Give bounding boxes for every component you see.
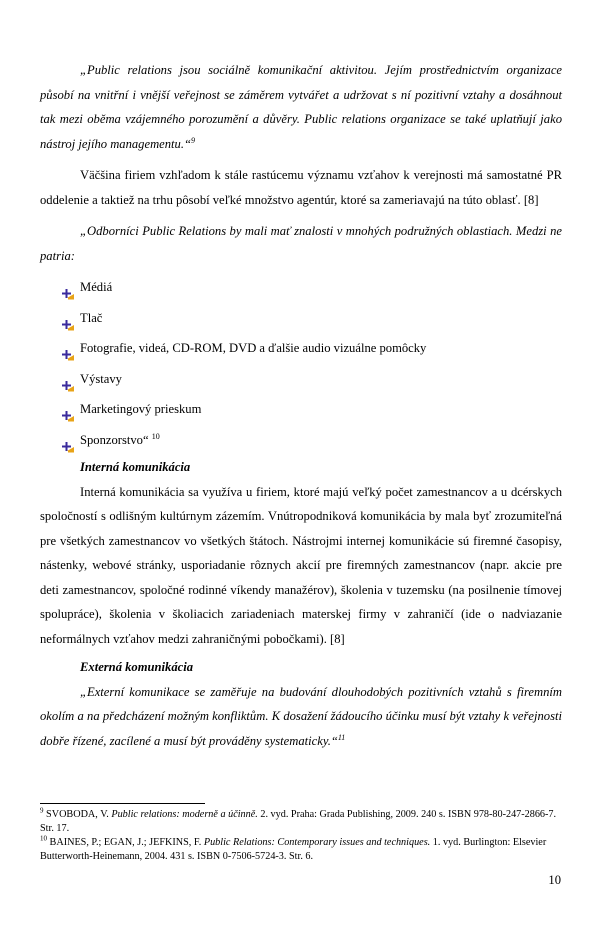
plus-arrow-bullet-icon [62, 313, 74, 325]
paragraph-pr-departments: Väčšina firiem vzhľadom k stále rastúcemu významu vzťahov k verejnosti má samostatné PR oddelenie a taktiež na trhu pôsobí veľké množstvo agentúr, ktoré sa zameriavajú na túto oblasť. [8] [40, 168, 562, 207]
quote-pr-experts: „Odborníci Public Relations by mali mať znalosti v mnohých podružných oblastiach. Medzi ne patria: [40, 224, 562, 263]
heading-internal-communication: Interná komunikácia [80, 460, 191, 474]
quote-public-relations: „Public relations jsou sociálně komunikační aktivitou. Jejím prostřednictvím organizace působí na vnitřní i vnější veřejnost se záměrem vytvářet a udržovat s ní pozitivní vztahy a dosáhnout tak mezi oběma vzájemného porozumění a důvěry. Public relations organizace se také uplatňují jako nástroj jejího managementu.“$^9$ [40, 63, 562, 151]
plus-arrow-bullet-icon [62, 282, 74, 294]
footnote-ref-11: 11 [337, 732, 346, 742]
list-item: Výstavy [40, 364, 562, 395]
plus-arrow-bullet-icon [62, 343, 74, 355]
list-item: Tlač [40, 303, 562, 334]
list-item: Sponzorstvo“ $^{10}$ [40, 425, 562, 456]
paragraph-internal-communication: Interná komunikácia sa využíva u firiem, ktoré majú veľký počet zamestnancov a u dcérskych spoločností s odlišným kultúrnym zázemím. Vnútropodniková komunikácia by mala byť zrozumiteľná pre všetkých zamestnancov vo všetkých štátoch. Nástrojmi internej komunikácie sú firemné časopisy, nástenky, webové stránky, usporiadanie rôznych akcií pre firemných zamestnancov (napr. akcie pre deti zamestnancov, spoločné rodinné víkendy manažérov), školenia v tuzemsku (na posilnenie tímovej spolupráce), školenia v školiacich zariadeniach materskej firmy v zahraničí (ide o nadviazanie neformálnych vzťahov medzi zahraničnými pobočkami). [8] [40, 484, 562, 646]
footnotes [40, 803, 562, 864]
list-item: Fotografie, videá, CD-ROM, DVD a ďalšie audio vizuálne pomôcky [40, 333, 562, 364]
main-content [40, 58, 562, 753]
list-item: Médiá [40, 272, 562, 303]
plus-arrow-bullet-icon [62, 404, 74, 416]
plus-arrow-bullet-icon [62, 374, 74, 386]
footnote-9: $^9$ SVOBODA, V. Public relations: moderně a účinně. 2. vyd. Praha: Grada Publishing, 2009. 240 s. ISBN 978-80-247-2866-7. Str. 17. [40, 806, 557, 834]
page-number: 10 [548, 873, 561, 887]
footnote-ref-9: 9 [191, 135, 196, 145]
footnote-10: $^{10}$ BAINES, P.; EGAN, J.; JEFKINS, F. Public Relations: Contemporary issues and techniques. 1. vyd. Burlington: Elsevier Butterworth-Heinemann, 2004. 431 s. ISBN 0-7506-5724-3. Str. 6. [40, 834, 547, 862]
quote-external-communication: „Externí komunikace se zaměřuje na budování dlouhodobých pozitivních vztahů s firemním okolím a na předcházení možným konfliktům. K dosažení žádoucího účinku musí být vztahy k veřejnosti dobře řízené, zacílené a musí být prováděny systematicky.“$^{11}$ [40, 684, 562, 748]
heading-external-communication: Externá komunikácia [80, 660, 194, 674]
list-item: Marketingový prieskum [40, 394, 562, 425]
plus-arrow-bullet-icon [62, 435, 74, 447]
knowledge-areas-list [40, 272, 562, 455]
footnote-ref-10: 10 [151, 431, 160, 441]
footnote-divider [40, 803, 205, 804]
